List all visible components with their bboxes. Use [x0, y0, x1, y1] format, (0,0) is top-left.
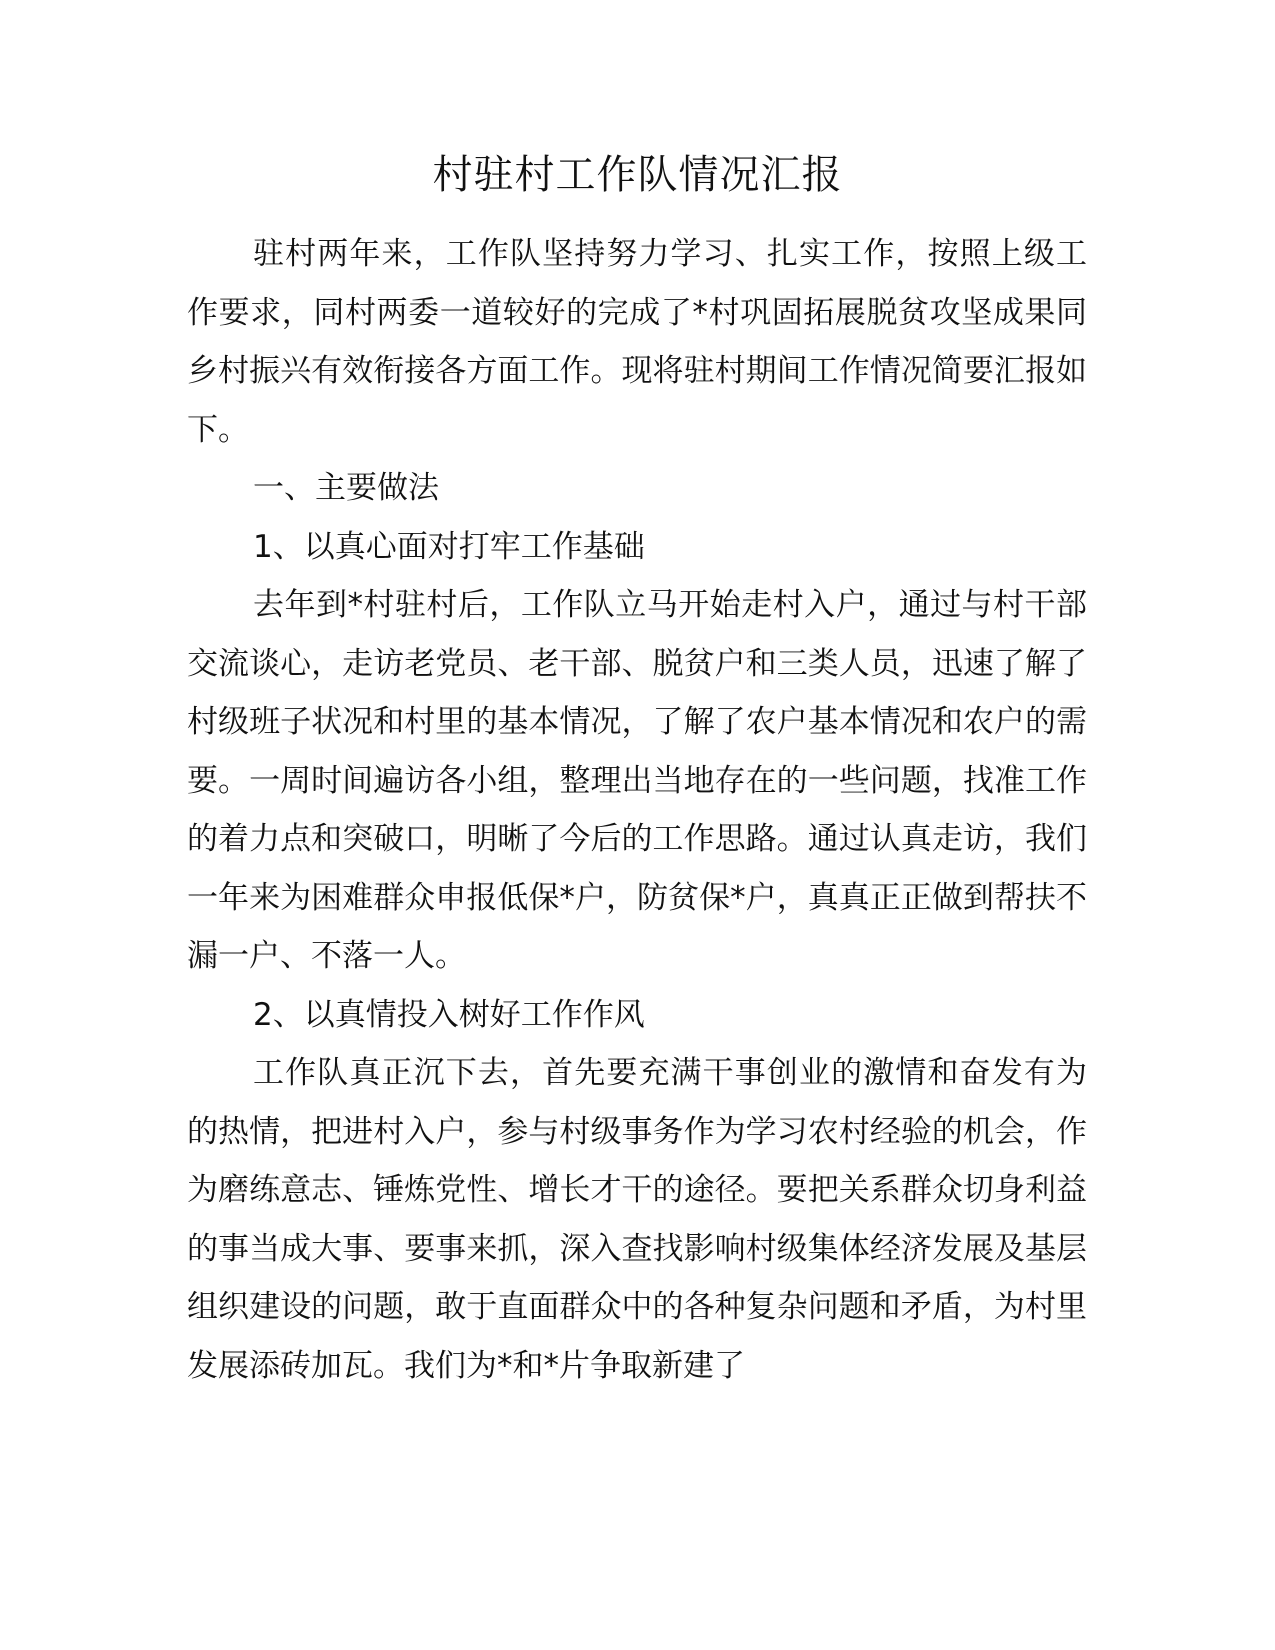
- intro-paragraph: 驻村两年来，工作队坚持努力学习、扎实工作，按照上级工作要求，同村两委一道较好的完成了*村巩固拓展脱贫攻坚成果同乡村振兴有效衔接各方面工作。现将驻村期间工作情况简要汇报如下。: [187, 236, 1087, 448]
- document-body: [187, 225, 1087, 1395]
- subheading-2: 2、以真情投入树好工作作风: [253, 996, 645, 1033]
- subheading-1: 1、以真心面对打牢工作基础: [253, 528, 645, 565]
- document-title: 村驻村工作队情况汇报: [432, 152, 843, 198]
- paragraph-1: 去年到*村驻村后，工作队立马开始走村入户，通过与村干部交流谈心，走访老党员、老干部、脱贫户和三类人员，迅速了解了村级班子状况和村里的基本情况，了解了农户基本情况和农户的需要。一周时间遍访各小组，整理出当地存在的一些问题，找准工作的着力点和突破口，明晰了今后的工作思路。通过认真走访，我们一年来为困难群众申报低保*户，防贫保*户，真真正正做到帮扶不漏一户、不落一人。: [187, 587, 1087, 974]
- section-heading-main-practices: 一、主要做法: [253, 470, 439, 506]
- paragraph-2: 工作队真正沉下去，首先要充满干事创业的激情和奋发有为的热情，把进村入户，参与村级事务作为学习农村经验的机会，作为磨练意志、锤炼党性、增长才干的途径。要把关系群众切身利益的事当成大事、要事来抓，深入查找影响村级集体经济发展及基层组织建设的问题，敢于直面群众中的各种复杂问题和矛盾，为村里发展添砖加瓦。我们为*和*片争取新建了: [187, 1055, 1087, 1384]
